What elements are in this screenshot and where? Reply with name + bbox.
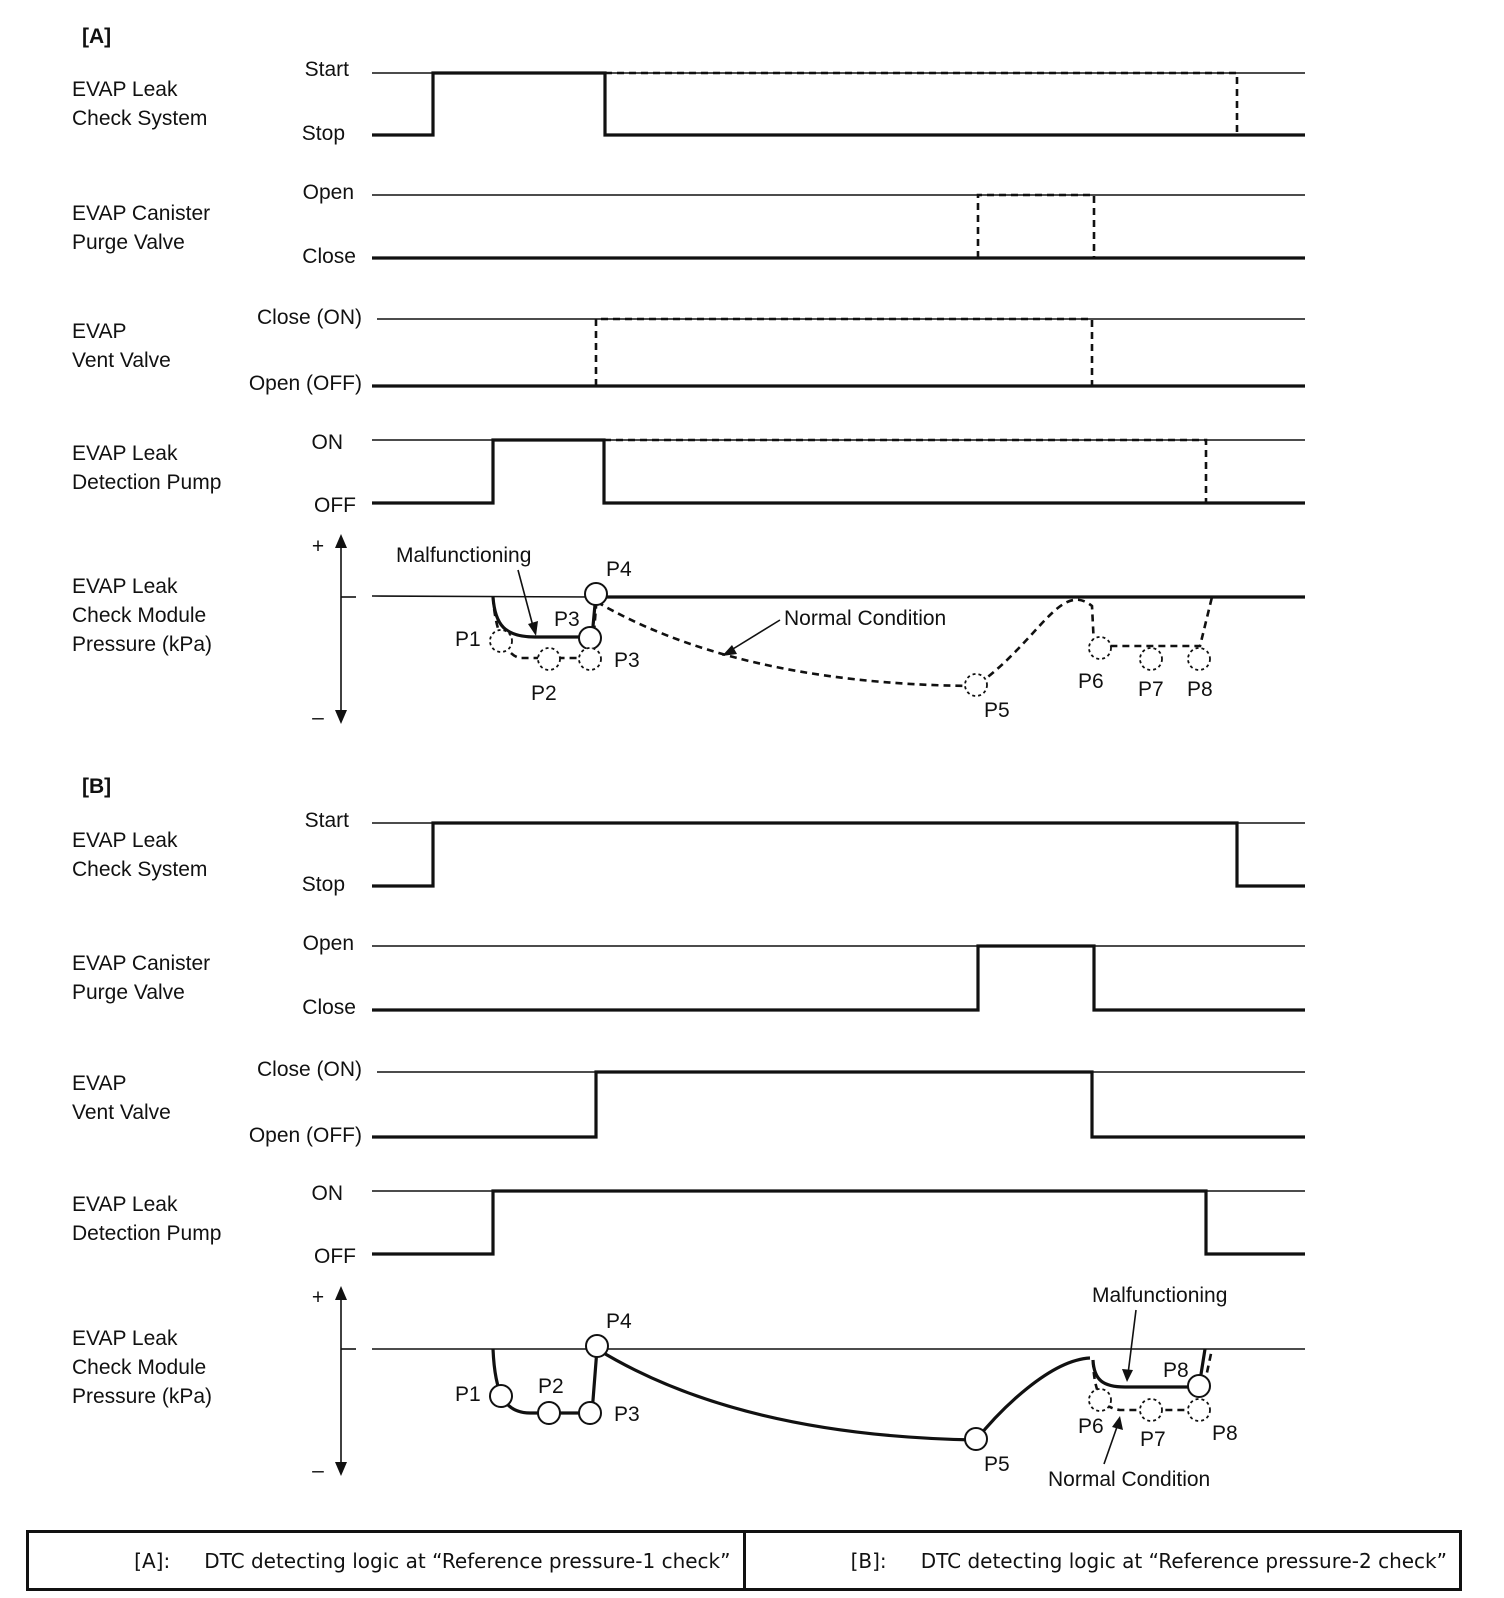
leak-check-system-normal-signal <box>605 73 1237 135</box>
point-marker <box>538 648 560 670</box>
point-label-p3: P3 <box>554 608 580 631</box>
detection-pump-normal-signal <box>604 440 1206 503</box>
legend-cell-a <box>29 1533 743 1588</box>
panel-a <box>72 25 1305 729</box>
state-low-label: OFF <box>314 494 356 517</box>
point-label-p5: P5 <box>984 699 1010 722</box>
axis-minus-label: – <box>312 1459 324 1482</box>
point-marker <box>1140 1399 1162 1421</box>
row-label-line: Vent Valve <box>72 349 171 372</box>
state-low-label: OFF <box>314 1245 356 1268</box>
row-label-line: EVAP Canister <box>72 952 211 975</box>
state-low-label: Close <box>302 996 356 1019</box>
point-label-p4: P4 <box>606 558 632 581</box>
purge-valve-normal-signal <box>978 195 1094 258</box>
malfunctioning-annotation: Malfunctioning <box>1092 1284 1228 1307</box>
arrow-head <box>1112 1416 1123 1430</box>
row-label-line: Check Module <box>72 1356 207 1379</box>
legend-key: [A]: <box>134 1548 171 1573</box>
axis-minus-label: – <box>312 706 324 729</box>
legend-cell-b <box>743 1533 1460 1588</box>
row-label-line: Pressure (kPa) <box>72 633 213 656</box>
annotation-arrow <box>728 620 780 652</box>
malfunctioning-annotation: Malfunctioning <box>396 544 532 567</box>
row-label-line: Check Module <box>72 604 207 627</box>
zero-reference-line <box>372 596 594 597</box>
legend-key: [B]: <box>850 1548 887 1573</box>
point-marker <box>586 1335 608 1357</box>
row-label-line: EVAP <box>72 320 127 343</box>
row-label-line: EVAP Leak <box>72 829 178 852</box>
arrow-head <box>722 645 737 656</box>
point-marker <box>585 583 607 605</box>
point-label-p6: P6 <box>1078 670 1104 693</box>
axis-plus-label: + <box>311 1286 325 1309</box>
legend-text: DTC detecting logic at “Reference pressure-1 check” <box>204 1548 731 1573</box>
point-label-p8: P8 <box>1163 1359 1189 1382</box>
state-high-label: Close (ON) <box>256 306 362 329</box>
legend-text: DTC detecting logic at “Reference pressure-2 check” <box>920 1548 1447 1573</box>
row-label-line: Detection Pump <box>72 1222 222 1245</box>
leak-check-system-signal <box>372 823 1305 886</box>
point-label-p8: P8 <box>1187 678 1213 701</box>
malfunction-pressure-curve <box>493 594 596 637</box>
normal-condition-annotation: Normal Condition <box>1048 1468 1211 1491</box>
leak-check-system-signal <box>372 73 1305 135</box>
point-label-p7: P7 <box>1140 1428 1166 1451</box>
state-low-label: Stop <box>301 873 345 896</box>
row-label-line: EVAP Leak <box>72 1327 178 1350</box>
panel-b <box>72 775 1305 1491</box>
row-label-line: EVAP Canister <box>72 202 211 225</box>
row-label-line: Check System <box>72 858 208 881</box>
row-label-line: Check System <box>72 107 208 130</box>
panel-b-label: [B] <box>82 775 112 798</box>
state-high-label: Open <box>302 932 354 955</box>
point-label-p5: P5 <box>984 1453 1010 1476</box>
arrow-head <box>528 621 538 636</box>
point-label-p7: P7 <box>1138 678 1164 701</box>
normal-condition-annotation: Normal Condition <box>784 607 947 630</box>
point-label-p6: P6 <box>1078 1415 1104 1438</box>
row-label-line: EVAP Leak <box>72 442 178 465</box>
panel-a-label: [A] <box>82 25 112 48</box>
point-label-p1: P1 <box>455 628 481 651</box>
point-marker <box>490 1385 512 1407</box>
point-marker <box>1188 1375 1210 1397</box>
row-label-line: EVAP <box>72 1072 127 1095</box>
point-marker <box>579 648 601 670</box>
annotation-arrow <box>518 570 534 630</box>
point-label-p2: P2 <box>531 682 557 705</box>
annotation-arrow <box>1128 1310 1136 1374</box>
axis-arrow-up <box>335 534 347 548</box>
point-marker <box>1089 637 1111 659</box>
point-label-p1: P1 <box>455 1383 481 1406</box>
point-marker <box>538 1402 560 1424</box>
state-high-label: Start <box>304 58 349 81</box>
row-label-line: Vent Valve <box>72 1101 171 1124</box>
state-low-label: Close <box>302 245 356 268</box>
axis-plus-label: + <box>311 535 325 558</box>
vent-valve-normal-signal <box>596 319 1092 386</box>
state-high-label: Close (ON) <box>256 1058 362 1081</box>
row-label-line: Purge Valve <box>72 231 185 254</box>
point-marker <box>1089 1389 1111 1411</box>
row-label-line: Purge Valve <box>72 981 185 1004</box>
point-marker <box>965 674 987 696</box>
point-label-p3: P3 <box>614 649 640 672</box>
point-marker <box>1140 648 1162 670</box>
point-label-p8: P8 <box>1212 1422 1238 1445</box>
point-marker <box>1188 648 1210 670</box>
vent-valve-signal <box>372 1072 1305 1137</box>
point-marker <box>965 1428 987 1450</box>
point-label-p2: P2 <box>538 1375 564 1398</box>
point-label-p3: P3 <box>614 1403 640 1426</box>
row-label-line: Pressure (kPa) <box>72 1385 213 1408</box>
state-low-label: Stop <box>301 122 345 145</box>
legend-table <box>26 1530 1462 1591</box>
axis-arrow-down <box>335 1462 347 1476</box>
point-marker <box>1188 1399 1210 1421</box>
point-label-p4: P4 <box>606 1310 632 1333</box>
detection-pump-signal <box>372 440 1305 503</box>
state-high-label: Open <box>302 181 354 204</box>
row-label-line: EVAP Leak <box>72 78 178 101</box>
annotation-arrow <box>1104 1424 1118 1464</box>
point-marker <box>490 630 512 652</box>
axis-arrow-up <box>335 1286 347 1300</box>
state-high-label: Start <box>304 809 349 832</box>
state-low-label: Open (OFF) <box>248 372 362 395</box>
axis-arrow-down <box>335 710 347 724</box>
pressure-curve <box>493 1349 1090 1440</box>
state-high-label: ON <box>311 1182 343 1205</box>
row-label-line: EVAP Leak <box>72 575 178 598</box>
row-label-line: EVAP Leak <box>72 1193 178 1216</box>
point-marker <box>579 1402 601 1424</box>
arrow-head <box>1122 1369 1133 1382</box>
state-high-label: ON <box>311 431 343 454</box>
point-marker <box>579 627 601 649</box>
row-label-line: Detection Pump <box>72 471 222 494</box>
purge-valve-signal <box>372 946 1305 1010</box>
detection-pump-signal <box>372 1191 1305 1254</box>
state-low-label: Open (OFF) <box>248 1124 362 1147</box>
